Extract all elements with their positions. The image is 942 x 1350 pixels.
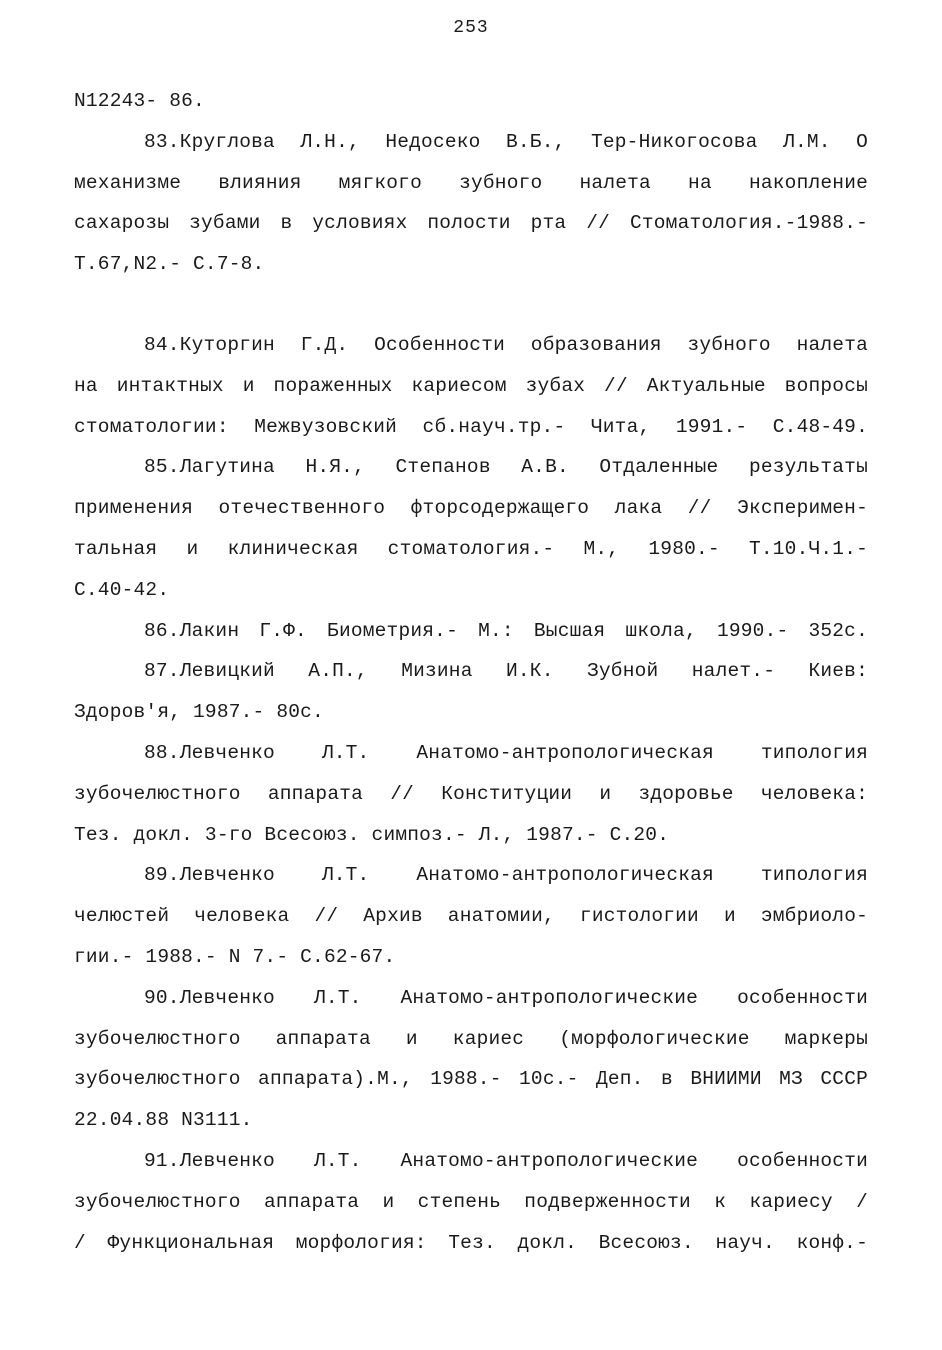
reference-line: С.40-42. [74,578,170,601]
reference-first-line: 86.Лакин Г.Ф. Биометрия.- М.: Высшая школа, 1990.- 352с. [144,619,868,642]
reference-line: стоматологии: Межвузовский сб.науч.тр.- Чита, 1991.- С.48-49. [74,415,868,438]
page-number: 253 [453,18,489,38]
reference-line: зубочелюстного аппарата // Конституции и здоровье человека: [74,782,868,805]
reference-line: / Функциональная морфология: Тез. докл. Всесоюз. науч. конф.- [74,1231,868,1254]
reference-line: применения отечественного фторсодержащего лака // Эксперимен- [74,497,868,520]
reference-first-line: 90.Левченко Л.Т. Анатомо-антропологические особенности [144,986,868,1009]
paragraph-gap [74,285,868,325]
reference-first-line: 87.Левицкий А.П., Мизина И.К. Зубной налет.- Киев: [144,660,868,683]
reference-line: N12243- 86. [74,90,205,112]
reference-line: тальная и клиническая стоматология.- М., 1980.- Т.10.Ч.1.- [74,537,868,560]
reference-line: Здоров'я, 1987.- 80с. [74,701,324,724]
reference-line: челюстей человека // Архив анатомии, гистологии и эмбриоло- [74,905,868,928]
reference-first-line: 89.Левченко Л.Т. Анатомо-антропологическая типология [144,864,868,887]
reference-line: Тез. докл. 3-го Всесоюз. симпоз.- Л., 1987.- С.20. [74,823,670,846]
reference-list [74,81,868,1263]
reference-line: сахарозы зубами в условиях полости рта // Стоматология.-1988.- [74,212,868,235]
reference-first-line: 85.Лагутина Н.Я., Степанов А.В. Отдаленные результаты [144,456,868,479]
reference-line: гии.- 1988.- N 7.- С.62-67. [74,945,396,968]
reference-first-line: 88.Левченко Л.Т. Анатомо-антропологическая типология [144,741,868,764]
reference-line: 22.04.88 N3111. [74,1109,253,1132]
reference-first-line: 84.Куторгин Г.Д. Особенности образования зубного налета [144,333,868,356]
reference-line: механизме влияния мягкого зубного налета на накопление [74,171,868,194]
reference-first-line: 83.Круглова Л.Н., Недосеко В.Б., Тер-Никогосова Л.М. О [144,130,868,153]
reference-line: Т.67,N2.- С.7-8. [74,253,265,276]
reference-line: зубочелюстного аппарата).М., 1988.- 10с.- Деп. в ВНИИМИ МЗ СССР [74,1068,868,1091]
reference-line: зубочелюстного аппарата и кариес (морфологические маркеры [74,1027,868,1050]
reference-line: зубочелюстного аппарата и степень подверженности к кариесу / [74,1190,868,1213]
reference-first-line: 91.Левченко Л.Т. Анатомо-антропологические особенности [144,1149,868,1172]
reference-line: на интактных и пораженных кариесом зубах // Актуальные вопросы [74,374,868,397]
